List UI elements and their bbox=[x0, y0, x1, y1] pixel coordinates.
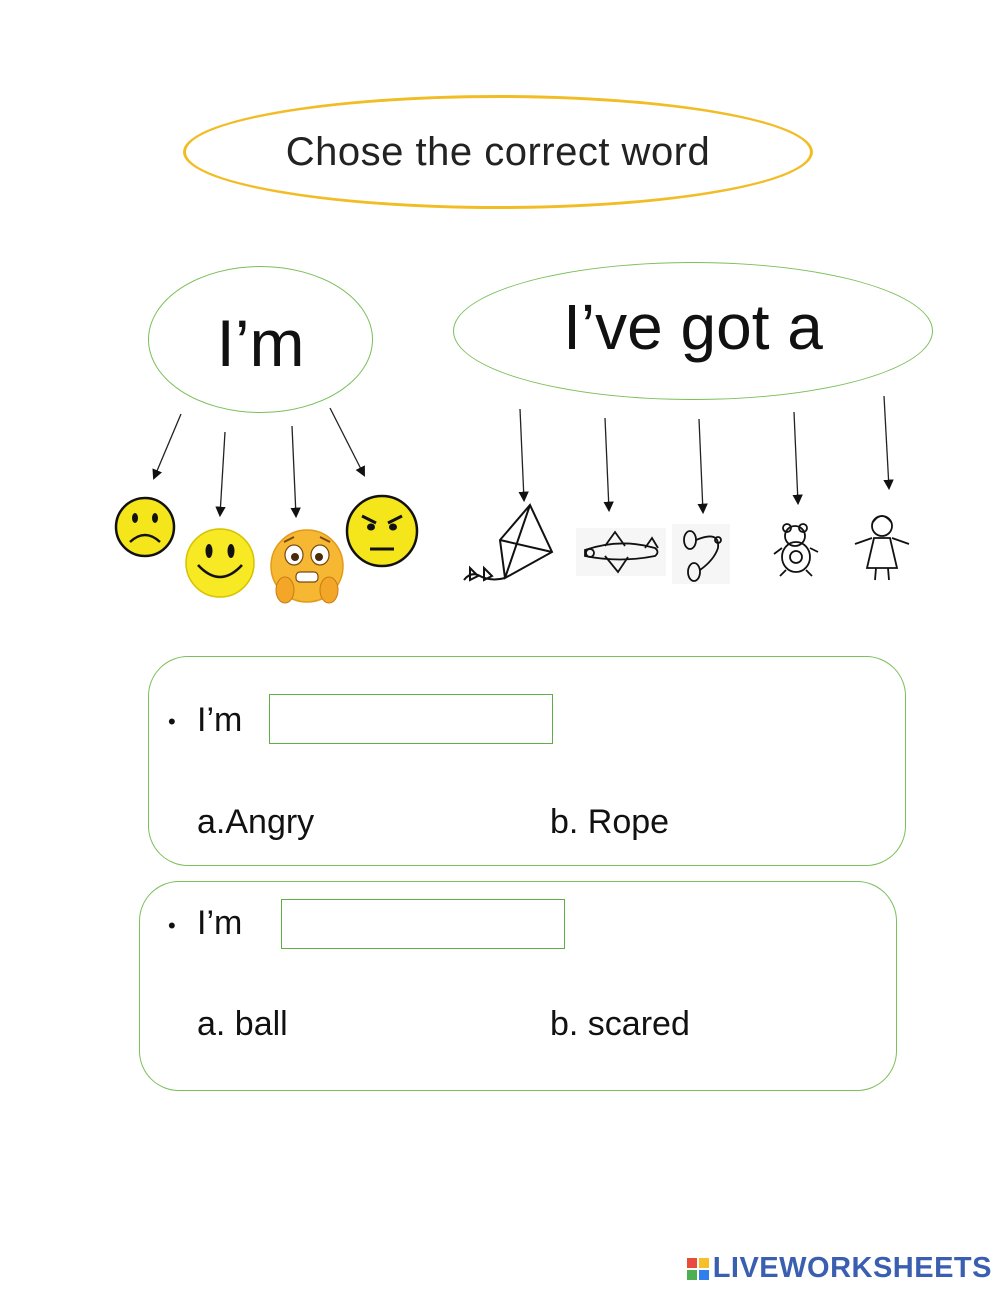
liveworksheets-watermark bbox=[687, 1252, 992, 1285]
kite-icon bbox=[464, 505, 552, 580]
pictures-area bbox=[0, 0, 1000, 640]
liveworksheets-logo-icon bbox=[687, 1258, 709, 1280]
answer-input-2[interactable] bbox=[281, 899, 565, 949]
doll-icon bbox=[855, 516, 909, 580]
option-b-2[interactable]: b. scared bbox=[550, 1005, 690, 1043]
arrow-icon bbox=[520, 409, 524, 500]
arrow-icon bbox=[330, 408, 364, 475]
option-a-2[interactable]: a. ball bbox=[197, 1005, 288, 1043]
page-title: Chose the correct word bbox=[285, 129, 711, 174]
bullet-icon: • bbox=[168, 709, 176, 734]
arrow-icon bbox=[794, 412, 798, 503]
watermark-text: LIVEWORKSHEETS bbox=[712, 1252, 992, 1284]
option-b-1[interactable]: b. Rope bbox=[550, 803, 670, 841]
arrow-icon bbox=[699, 419, 703, 512]
bullet-icon: • bbox=[168, 913, 176, 938]
question-1-stem: I’m bbox=[197, 701, 243, 739]
toys-arrows bbox=[520, 396, 889, 512]
option-a-1[interactable]: a.Angry bbox=[197, 803, 315, 841]
arrow-icon bbox=[605, 418, 609, 510]
arrow-icon bbox=[220, 432, 225, 515]
arrow-icon bbox=[154, 414, 181, 478]
rope-icon bbox=[672, 524, 730, 584]
answer-input-1[interactable] bbox=[269, 694, 553, 744]
toys-label: I’ve got a bbox=[563, 291, 823, 363]
arrow-icon bbox=[292, 426, 296, 516]
feelings-arrows bbox=[154, 408, 364, 516]
feelings-label: I’m bbox=[216, 305, 305, 380]
question-2-stem: I’m bbox=[197, 904, 243, 942]
teddy-bear-icon bbox=[774, 524, 818, 576]
scared-face-icon bbox=[271, 530, 343, 603]
arrow-icon bbox=[884, 396, 889, 488]
happy-face-icon bbox=[186, 529, 254, 597]
sad-face-icon bbox=[116, 498, 174, 556]
plane-icon bbox=[576, 528, 666, 576]
angry-face-icon bbox=[347, 496, 417, 566]
